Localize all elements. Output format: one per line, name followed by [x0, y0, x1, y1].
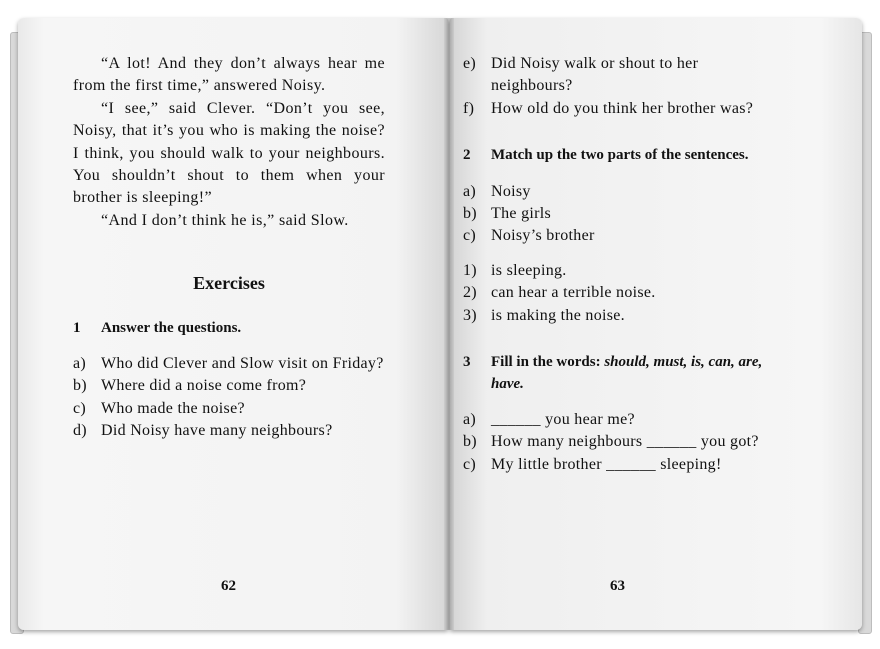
item-text: is sleeping. [491, 261, 567, 279]
paragraph: “I see,” said Clever. “Don’t you see, Noisy, that it’s you who is making the noise? I think, you should walk to your neighbours. You shouldn’t shout to them when your brother is sleeping!” [73, 99, 385, 207]
list-item [463, 203, 775, 225]
word-list: should, must, is, can, are, have. [491, 354, 763, 393]
item-text: Did Noisy walk or shout to her neighbours? [491, 55, 699, 95]
item-text: My little brother ______ sleeping! [491, 455, 722, 473]
item-label: a) [463, 182, 477, 200]
list-item [73, 353, 385, 375]
item-label: f) [463, 99, 475, 117]
item-text: Who did Clever and Slow visit on Friday? [101, 355, 384, 373]
item-text: How old do you think her brother was? [491, 99, 754, 117]
item-text: can hear a terrible noise. [491, 284, 656, 302]
list-item [73, 420, 385, 442]
exercise-number: 2 [463, 147, 471, 164]
list-item [463, 181, 775, 203]
exercise-1-header [73, 317, 385, 339]
item-label: c) [463, 227, 477, 245]
fill-in-items [463, 409, 775, 476]
item-label: d) [73, 422, 87, 440]
item-label: c) [73, 399, 87, 417]
item-text: Noisy [491, 182, 531, 200]
exercise-number: 1 [73, 319, 81, 336]
match-left-column [463, 181, 775, 248]
item-label: b) [463, 433, 477, 451]
paragraph: “And I don’t think he is,” said Slow. [101, 211, 349, 229]
item-text: The girls [491, 205, 552, 223]
exercise-title-wrap [491, 351, 775, 395]
paragraph: “A lot! And they don’t always hear me from the first time,” answered Noisy. [73, 55, 385, 95]
page-number-left: 62 [221, 578, 236, 594]
item-text: is making the noise. [491, 306, 625, 324]
list-item [463, 431, 775, 453]
item-label: a) [463, 411, 477, 429]
item-label: a) [73, 355, 87, 373]
exercise-number: 3 [463, 354, 471, 371]
list-item [463, 260, 775, 282]
item-text: Where did a noise come from? [101, 377, 307, 395]
item-label: 1) [463, 261, 477, 279]
item-text: How many neighbours ______ you got? [491, 433, 759, 451]
book-gutter [444, 18, 454, 630]
list-item [463, 53, 775, 98]
exercise-2-header [463, 144, 775, 166]
item-label: e) [463, 55, 477, 72]
list-item [463, 305, 775, 327]
item-label: b) [463, 205, 477, 223]
list-item [463, 454, 775, 476]
exercises-heading: Exercises [193, 273, 265, 294]
left-page-text [73, 53, 385, 443]
exercise-3-header [463, 351, 775, 395]
match-right-column [463, 260, 775, 327]
right-page-text [463, 53, 775, 476]
list-item [463, 282, 775, 304]
item-text: Did Noisy have many neighbours? [101, 422, 333, 440]
page-number-right: 63 [610, 578, 625, 594]
item-label: b) [73, 377, 87, 395]
exercise-1-continued [463, 53, 775, 120]
list-item [463, 225, 775, 247]
item-label: 2) [463, 284, 477, 302]
item-text: Who made the noise? [101, 399, 245, 417]
exercise-title: Match up the two parts of the sentences. [491, 147, 749, 164]
list-item [463, 409, 775, 431]
exercise-title: Answer the questions. [101, 319, 242, 336]
item-text: Noisy’s brother [491, 227, 595, 245]
exercise-1-questions [73, 353, 385, 443]
exercise-title: Fill in the words: [491, 354, 601, 371]
list-item [463, 98, 775, 120]
list-item [73, 398, 385, 420]
item-text: ______ you hear me? [491, 411, 635, 429]
item-label: 3) [463, 306, 477, 324]
item-label: c) [463, 455, 477, 473]
list-item [73, 375, 385, 397]
